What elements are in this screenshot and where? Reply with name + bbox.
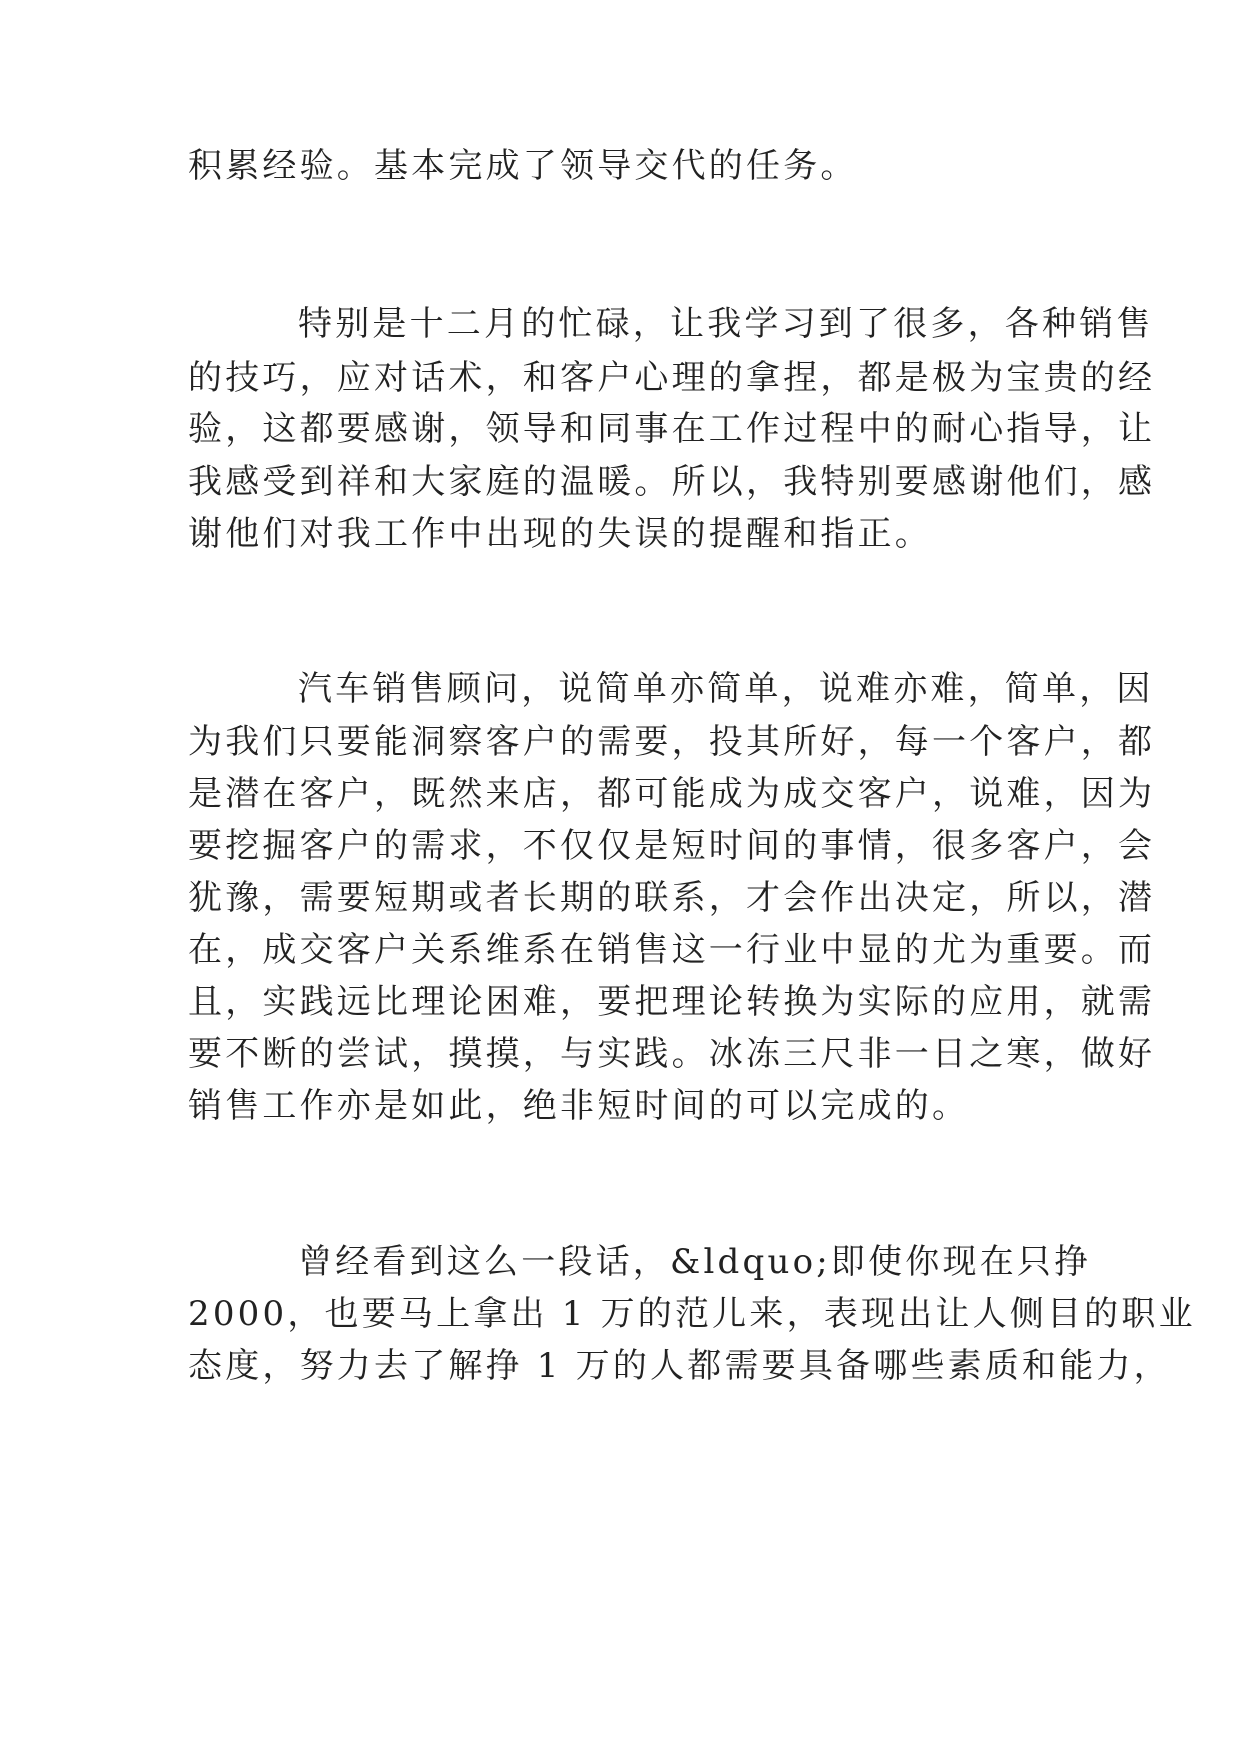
text-line: 谢他们对我工作中出现的失误的提醒和指正。: [188, 514, 932, 554]
text-line: 2000，也要马上拿出 1 万的范儿来，表现出让人侧目的职业: [188, 1294, 1196, 1334]
text-line: 的技巧，应对话术，和客户心理的拿捏，都是极为宝贵的经: [188, 358, 1156, 398]
text-line: 要挖掘客户的需求，不仅仅是短时间的事情，很多客户，会: [188, 826, 1156, 866]
text-line: 为我们只要能洞察客户的需要，投其所好，每一个客户，都: [188, 722, 1156, 762]
text-line: 态度，努力去了解挣 1 万的人都需要具备哪些素质和能力，: [188, 1346, 1171, 1386]
text-line: 积累经验。基本完成了领导交代的任务。: [188, 146, 858, 186]
paragraph-first-line: 曾经看到这么一段话，&ldquo;即使你现在只挣: [298, 1242, 1092, 1282]
text-line: 犹豫，需要短期或者长期的联系，才会作出决定，所以，潜: [188, 878, 1156, 918]
text-line: 销售工作亦是如此，绝非短时间的可以完成的。: [188, 1086, 970, 1126]
paragraph-first-line: 特别是十二月的忙碌，让我学习到了很多，各种销售: [298, 304, 1154, 344]
text-line: 验，这都要感谢，领导和同事在工作过程中的耐心指导，让: [188, 409, 1156, 449]
text-line: 在，成交客户关系维系在销售这一行业中显的尤为重要。而: [188, 930, 1156, 970]
text-line: 且，实践远比理论困难，要把理论转换为实际的应用，就需: [188, 982, 1156, 1022]
text-line: 要不断的尝试，摸摸，与实践。冰冻三尺非一日之寒，做好: [188, 1034, 1156, 1074]
text-line: 我感受到祥和大家庭的温暖。所以，我特别要感谢他们，感: [188, 462, 1156, 502]
text-line: 是潜在客户，既然来店，都可能成为成交客户，说难，因为: [188, 774, 1156, 814]
paragraph-first-line: 汽车销售顾问，说简单亦简单，说难亦难，简单，因: [298, 669, 1154, 709]
